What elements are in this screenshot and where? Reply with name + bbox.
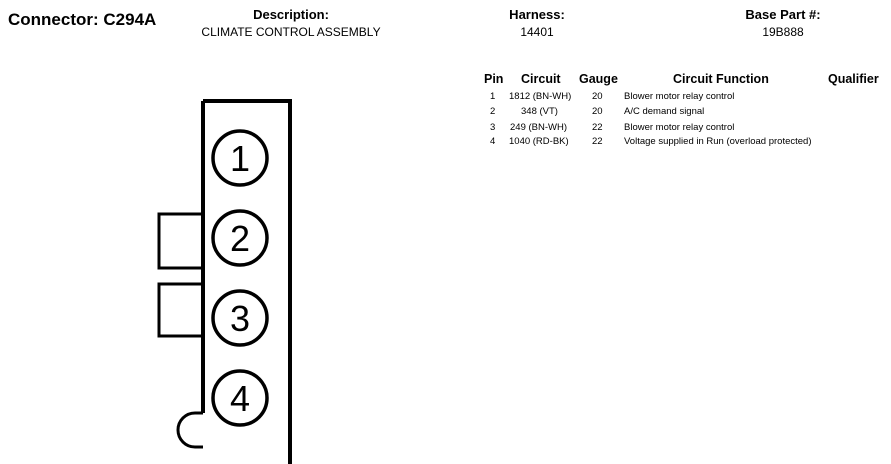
- gauge-cell: 22: [592, 122, 603, 133]
- function-cell: Blower motor relay control: [624, 91, 735, 102]
- circuit-cell: 249 (BN-WH): [510, 122, 568, 133]
- gauge-cell: 22: [592, 136, 603, 147]
- pin-cell: 4: [490, 136, 496, 147]
- connector-title: Connector: C294A: [8, 10, 157, 29]
- pin-cell: 3: [490, 122, 496, 133]
- locking-tab-lower: [159, 284, 203, 336]
- pin-number-label: 2: [229, 218, 251, 259]
- description-value: CLIMATE CONTROL ASSEMBLY: [201, 25, 381, 39]
- pin-cavity-1: [213, 131, 267, 185]
- pin-cell: 1: [490, 91, 496, 102]
- pin-cavity-2: [213, 211, 267, 265]
- pin-number-label: 4: [229, 378, 251, 419]
- gauge-cell: 20: [592, 106, 603, 117]
- function-cell: A/C demand signal: [624, 106, 705, 117]
- function-cell: Blower motor relay control: [624, 122, 735, 133]
- column-header-circuit-function: Circuit Function: [673, 72, 769, 86]
- function-cell: Voltage supplied in Run (overload protected): [624, 136, 812, 147]
- circuit-cell: 1812 (BN-WH): [509, 91, 572, 102]
- description-label: Description:: [253, 7, 329, 22]
- base-part-value: 19B888: [762, 25, 804, 39]
- harness-label: Harness:: [509, 7, 565, 22]
- circuit-cell: 348 (VT): [521, 106, 558, 117]
- pin-number-label: 3: [229, 298, 251, 339]
- column-header-circuit: Circuit: [521, 72, 561, 86]
- harness-value: 14401: [520, 25, 554, 39]
- pin-cavity-3: [213, 291, 267, 345]
- connector-hook: [178, 413, 203, 447]
- base-part-label: Base Part #:: [745, 7, 821, 22]
- pin-cell: 2: [490, 106, 496, 117]
- pin-cavity-4: [213, 371, 267, 425]
- column-header-pin: Pin: [484, 72, 504, 86]
- gauge-cell: 20: [592, 91, 603, 102]
- locking-tab-upper: [159, 214, 203, 268]
- circuit-cell: 1040 (RD-BK): [509, 136, 569, 147]
- column-header-gauge: Gauge: [579, 72, 618, 86]
- pin-number-label: 1: [229, 138, 251, 179]
- column-header-qualifier: Qualifier: [828, 72, 879, 86]
